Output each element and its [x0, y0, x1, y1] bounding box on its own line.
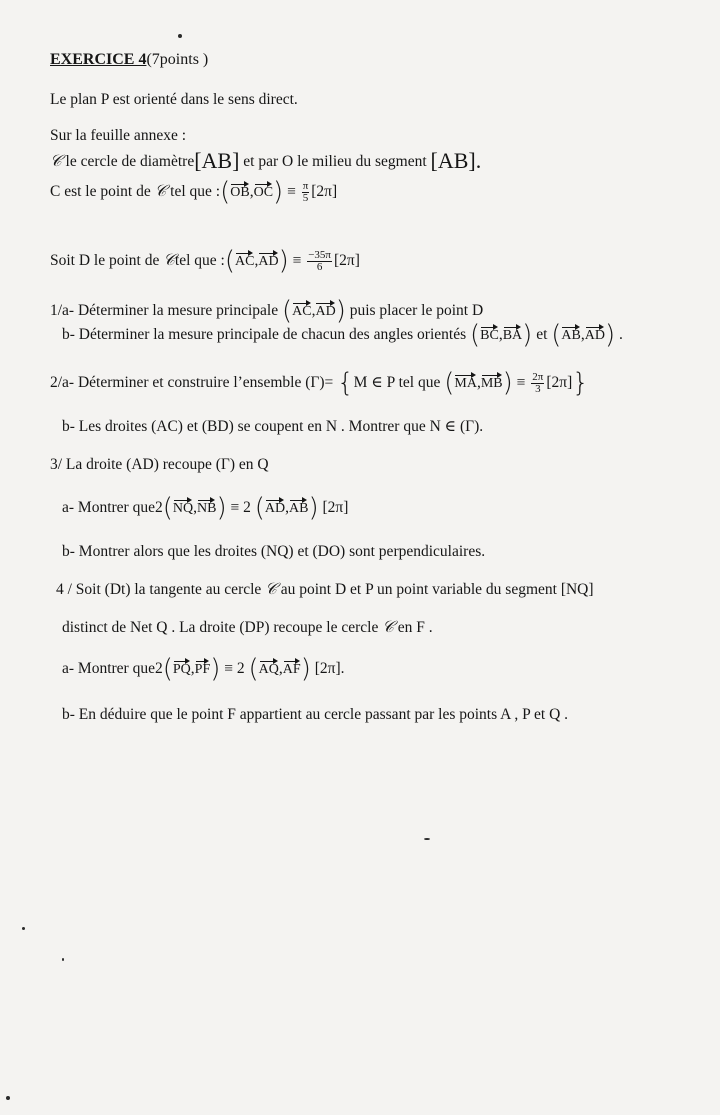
exercise-heading	[50, 50, 208, 70]
vector-pq: PQ	[173, 659, 191, 677]
vector-ma: MA	[454, 373, 477, 391]
scan-speck	[22, 927, 25, 930]
q1b-mid: et	[532, 326, 552, 343]
question-1a: 1/a- Déterminer la mesure principale (AC,AD) puis placer le point D	[50, 296, 484, 326]
circle-symbol: 𝒞	[154, 181, 167, 201]
equiv-symbol: ≡	[287, 183, 296, 201]
exercise-points: (7points )	[146, 51, 209, 68]
equiv-symbol: ≡	[292, 252, 302, 270]
scan-speck	[424, 838, 430, 840]
vector-ba: BA	[503, 325, 522, 343]
question-3b: b- Montrer alors que les droites (NQ) et (DO) sont perpendiculaires.	[62, 543, 486, 560]
vector-nq: NQ	[173, 498, 193, 516]
vector-ab: AB	[289, 498, 308, 516]
orientation-statement: Le plan P est orienté dans le sens direct.	[50, 91, 298, 108]
point-d-text-b: tel que :	[174, 252, 225, 270]
question-4a: a- Montrer que2(PQ,PF) ≡ 2 (AQ,AF) [2π].	[62, 654, 345, 684]
circle-symbol: 𝒞	[382, 617, 394, 636]
q4a-text: a- Montrer que2	[62, 660, 163, 677]
circle-def-text-b: et par O le milieu du segment	[239, 153, 431, 170]
q1a-text: 1/a- Déterminer la mesure principale	[50, 302, 282, 319]
question-2b: b- Les droites (AC) et (BD) se coupent en N . Montrer que N ∈ (Γ).	[62, 418, 484, 435]
vector-ab: AB	[561, 325, 580, 343]
q4-intro2-b: en F .	[393, 619, 433, 636]
point-c-text-b: tel que :	[170, 183, 221, 201]
q4-intro-a: 4 / Soit (Dt) la tangente au cercle	[56, 581, 266, 598]
modulo-2pi: [2π].	[314, 660, 345, 677]
point-d-text-a: Soit D le point de	[50, 252, 164, 270]
question-2a: 2/a- Déterminer et construire l’ensemble (Γ)= {M ∈ P tel que (MA,MB) ≡ $\frac{2\pi}{3}$ [2π]}	[50, 368, 589, 399]
modulo-2pi: [2π]	[546, 374, 573, 392]
circle-definition	[50, 148, 482, 173]
scan-speck	[62, 958, 64, 961]
vector-aq: AQ	[259, 659, 279, 677]
point-d-definition: Soit D le point de 𝒞tel que :(AC,AD) ≡ $\frac{-35\pi}{6}$ [2π]	[50, 246, 360, 277]
question-3-intro: 3/ La droite (AD) recoupe (Γ) en Q	[50, 456, 269, 473]
vector-nb: NB	[197, 498, 216, 516]
vector-pf: PF	[195, 659, 211, 677]
modulo-2pi: [2π]	[322, 499, 349, 516]
q4-intro-b: au point D et P un point variable du segment [NQ]	[276, 581, 594, 598]
q1b-text: b- Déterminer la mesure principale de chacun des angles orientés	[62, 326, 470, 343]
point-c-definition: C est le point de 𝒞 tel que :(OB,OC) ≡ $\frac{\pi}{5}$ [2π]	[50, 177, 338, 208]
vector-bc: BC	[480, 325, 499, 343]
question-4-intro-2	[62, 617, 433, 638]
vector-ad: AD	[265, 498, 285, 516]
point-c-text-a: C est le point de	[50, 183, 155, 201]
circle-symbol: 𝒞	[163, 250, 175, 270]
exercise-title: EXERCICE 4	[50, 51, 147, 68]
circle-symbol: 𝒞	[265, 579, 277, 598]
vector-ad: AD	[258, 251, 278, 269]
vector-ad: AD	[585, 325, 605, 343]
vector-oc: OC	[254, 182, 273, 200]
fraction-pi-5: $\frac{\pi}{5}$	[302, 180, 309, 204]
annex-statement: Sur la feuille annexe :	[50, 127, 187, 144]
question-4b: b- En déduire que le point F appartient au cercle passant par les points A , P et Q .	[62, 706, 569, 723]
circle-def-text-a: le cercle de diamètre	[65, 153, 195, 170]
equiv-symbol: ≡	[516, 374, 526, 392]
vector-ac: AC	[235, 251, 254, 269]
question-3a: a- Montrer que2(NQ,NB) ≡ 2 (AD,AB) [2π]	[62, 493, 349, 523]
segment-ab-2: [AB].	[430, 148, 482, 173]
equiv-times-2: ≡ 2	[230, 499, 251, 516]
q1a-tail: puis placer le point D	[345, 302, 484, 319]
vector-ad: AD	[315, 301, 335, 319]
question-4-intro	[56, 579, 594, 600]
question-1b: b- Déterminer la mesure principale de chacun des angles orientés (BC,BA) et (AB,AD) .	[62, 320, 623, 350]
q1b-tail: .	[615, 326, 623, 343]
vector-mb: MB	[481, 373, 503, 391]
equiv-times-2: ≡ 2	[224, 660, 245, 677]
vector-af: AF	[283, 659, 301, 677]
q2a-text: 2/a- Déterminer et construire l’ensemble (Γ)=	[50, 374, 338, 392]
fraction-minus35pi-6: $\frac{-35\pi}{6}$	[308, 249, 331, 273]
circle-symbol: 𝒞	[50, 151, 62, 170]
segment-ab: [AB]	[194, 148, 240, 173]
modulo-2pi: [2π]	[311, 183, 338, 201]
vector-ac: AC	[292, 301, 311, 319]
fraction-2pi-3: $\frac{2\pi}{3}$	[532, 371, 544, 395]
scan-speck	[178, 34, 182, 38]
scan-speck	[6, 1096, 10, 1100]
q2a-set: M ∈ P tel que	[353, 374, 445, 392]
q3a-text: a- Montrer que2	[62, 499, 163, 516]
q4-intro2-a: distinct de Net Q . La droite (DP) recoupe le cercle	[62, 619, 383, 636]
modulo-2pi: [2π]	[333, 252, 360, 270]
vector-ob: OB	[230, 182, 249, 200]
